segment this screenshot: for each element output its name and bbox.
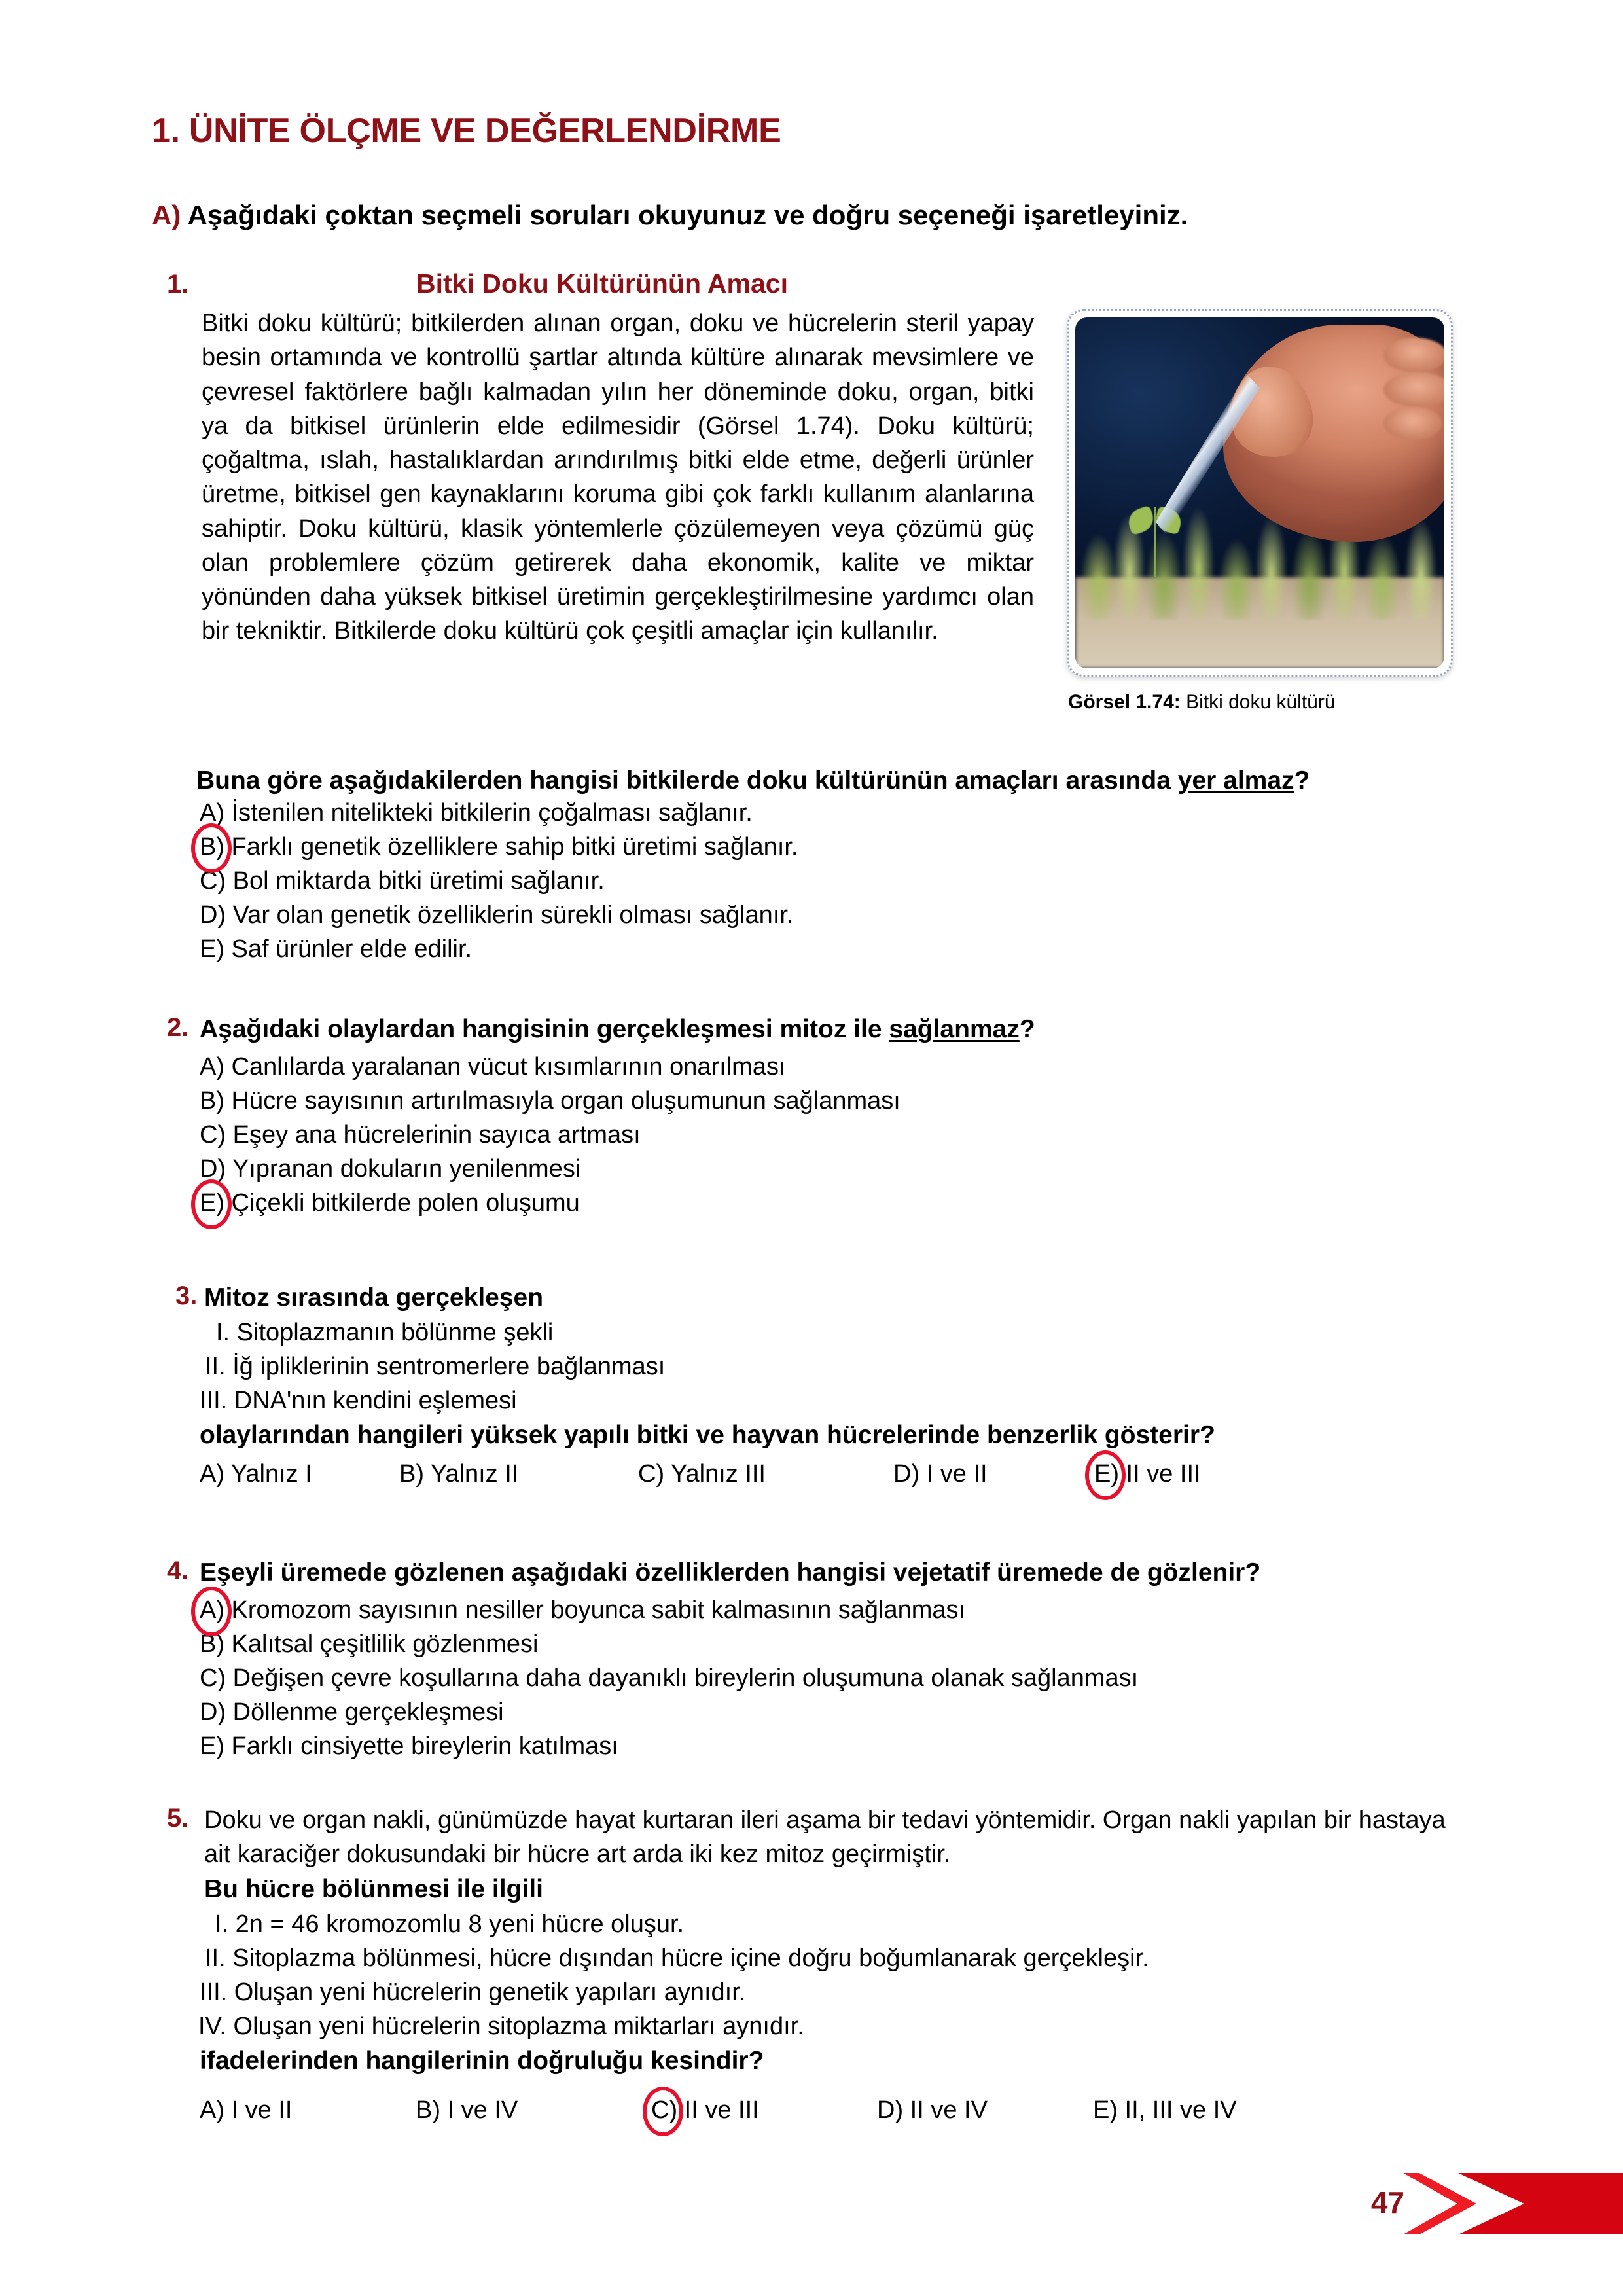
footer-red-block [1458, 2173, 1623, 2234]
plant-tissue-culture-photo [1075, 317, 1444, 668]
question-3-option-b[interactable]: B) Yalnız II [399, 1460, 519, 1488]
question-1-heading: Bitki Doku Kültürünün Amacı [416, 268, 788, 298]
question-4-option-b[interactable]: B) Kalıtsal çeşitlilik gözlenmesi [200, 1630, 539, 1658]
figure-caption-label: Görsel 1.74: [1068, 691, 1181, 713]
question-2-option-d[interactable]: D) Yıpranan dokuların yenilenmesi [200, 1155, 581, 1183]
question-5-option-b[interactable]: B) I ve IV [416, 2096, 518, 2124]
knuckle-2 [1383, 372, 1444, 407]
question-5-roman-ii: II. Sitoplazma bölünmesi, hücre dışından hücre içine doğru boğumlanarak gerçekleşir. [205, 1945, 1149, 1972]
question-5-roman-i: I. 2n = 46 kromozomlu 8 yeni hücre oluşur. [215, 1910, 685, 1938]
pipette-icon [1149, 374, 1260, 535]
question-2-option-a[interactable]: A) Canlılarda yaralanan vücut kısımlarının onarılması [200, 1053, 786, 1081]
knuckle-3 [1383, 407, 1442, 440]
question-3-option-c[interactable]: C) Yalnız III [638, 1460, 766, 1488]
question-1-paragraph: Bitki doku kültürü; bitkilerden alınan organ, doku ve hücrelerin steril yapay besin ortamında ve kontrollü şartlar altında kültüre alınarak mevsimlere ve çevresel faktörlere bağlı kalmadan yılın her döneminde doku, organ, bitki ya da bitkisel ürünlerin elde edilmesidir (Görsel 1.74). Doku kültürü; çoğaltma, ıslah, hastalıklardan arındırılmış bitki elde etme, değerli ürünler üretme, bitkisel gen kaynaklarını koruma gibi çok farklı kullanım alanlarına sahiptir. Doku kültürü, klasik yöntemlerle çözülemeyen veya çözümü güç olan problemlere çözüm getirerek daha ekonomik, kalite ve miktar yönünden daha yüksek bitkisel üretimin gerçekleştirilmesine yardımcı olan bir tekniktir. Bitkilerde doku kültürü çok çeşitli amaçlar için kullanılır. [202, 310, 1034, 645]
figure-1-74 [1067, 309, 1453, 677]
question-3-roman-i: I. Sitoplazmanın bölünme şekli [216, 1319, 554, 1346]
pipette-tip [1149, 374, 1260, 535]
question-1-option-a[interactable]: A) İstenilen nitelikteki bitkilerin çoğalması sağlanır. [200, 799, 753, 827]
question-1-option-e[interactable]: E) Saf ürünler elde edilir. [200, 935, 473, 963]
question-5-number: 5. [167, 1804, 189, 1833]
question-4-number: 4. [167, 1556, 189, 1585]
question-5-roman-iv: IV. Oluşan yeni hücrelerin sitoplazma miktarları aynıdır. [198, 2013, 804, 2040]
question-4-option-a[interactable]: A) Kromozom sayısının nesiller boyunca sabit kalmasının sağlanması [200, 1596, 966, 1624]
question-2-option-e[interactable]: E) Çiçekli bitkilerde polen oluşumu [200, 1189, 580, 1217]
question-1-option-d[interactable]: D) Var olan genetik özelliklerin sürekli olması sağlanır. [200, 901, 794, 929]
figure-caption [1068, 691, 1336, 713]
question-5-intro: Doku ve organ nakli, günümüzde hayat kurtaran ileri aşama bir tedavi yöntemidir. Organ nakli yapılan bir hastaya ait karaciğer dokusundaki bir hücre art arda iki kez mitoz geçirmiştir. [204, 1806, 1446, 1868]
question-3-roman-ii: II. İğ ipliklerinin sentromerlere bağlanması [205, 1353, 666, 1380]
knuckle-1 [1383, 338, 1444, 372]
question-4-option-d[interactable]: D) Döllenme gerçekleşmesi [200, 1698, 504, 1726]
question-3-number: 3. [175, 1282, 198, 1310]
question-1-stem [196, 764, 1466, 798]
question-3-roman-iii: III. DNA'nın kendini eşlemesi [200, 1387, 517, 1414]
section-a-instruction [152, 200, 1188, 231]
question-5-stem-tail: ifadelerinden hangilerinin doğruluğu kesindir? [200, 2047, 764, 2075]
question-3-stem: Mitoz sırasında gerçekleşen [204, 1283, 544, 1312]
question-4-option-e[interactable]: E) Farklı cinsiyette bireylerin katılması [200, 1732, 618, 1760]
question-5-roman-iii: III. Oluşan yeni hücrelerin genetik yapıları aynıdır. [200, 1979, 746, 2006]
question-1-stem-underline: yer almaz [1177, 766, 1294, 795]
question-2-option-b[interactable]: B) Hücre sayısının artırılmasıyla organ oluşumunun sağlanması [200, 1087, 901, 1115]
page-title: 1. ÜNİTE ÖLÇME VE DEĞERLENDİRME [152, 112, 781, 150]
question-5-stem-bold: Bu hücre bölünmesi ile ilgili [204, 1875, 543, 1903]
question-5-option-c[interactable]: C) II ve III [651, 2096, 759, 2124]
figure-caption-text: Bitki doku kültürü [1180, 691, 1336, 713]
section-a-text: Aşağıdaki çoktan seçmeli soruları okuyunuz ve doğru seçeneği işaretleyiniz. [187, 200, 1188, 230]
question-1-stem-pre: Buna göre aşağıdakilerden hangisi bitkilerde doku kültürünün amaçları arasında [196, 766, 1178, 795]
page-footer [1335, 2168, 1623, 2240]
question-2-option-c[interactable]: C) Eşey ana hücrelerinin sayıca artması [200, 1121, 641, 1149]
question-2-stem-post: ? [1019, 1015, 1035, 1043]
question-4-stem: Eşeyli üremede gözlenen aşağıdaki özelliklerden hangisi vejetatif üremede de gözlenir? [200, 1558, 1261, 1587]
question-3-option-d[interactable]: D) I ve II [893, 1460, 988, 1488]
question-4-option-c[interactable]: C) Değişen çevre koşullarına daha dayanıklı bireylerin oluşumuna olanak sağlanması [200, 1664, 1139, 1692]
question-1-stem-post: ? [1294, 766, 1310, 795]
question-1-option-b[interactable]: B) Farklı genetik özelliklere sahip bitki üretimi sağlanır. [200, 833, 798, 861]
question-1-number: 1. [167, 270, 189, 298]
question-1-option-c[interactable]: C) Bol miktarda bitki üretimi sağlanır. [200, 867, 605, 895]
question-5-option-e[interactable]: E) II, III ve IV [1093, 2096, 1237, 2124]
chevron-outline-icon [1403, 2173, 1476, 2234]
page-number: 47 [1370, 2185, 1404, 2219]
question-5-option-d[interactable]: D) II ve IV [877, 2096, 988, 2124]
question-3-option-a[interactable]: A) Yalnız I [200, 1460, 312, 1488]
question-2-stem-underline: sağlanmaz [889, 1015, 1020, 1043]
question-2-stem [200, 1013, 1469, 1047]
section-a-letter: A) [152, 200, 181, 230]
question-2-stem-pre: Aşağıdaki olaylardan hangisinin gerçekleşmesi mitoz ile [200, 1015, 889, 1043]
question-3-option-e[interactable]: E) II ve III [1094, 1460, 1201, 1488]
question-5-option-a[interactable]: A) I ve II [200, 2096, 293, 2124]
figure-frame [1067, 309, 1453, 677]
question-3-stem-tail: olaylarından hangileri yüksek yapılı bitki ve hayvan hücrelerinde benzerlik gösterir? [200, 1421, 1215, 1449]
question-2-number: 2. [167, 1013, 189, 1042]
